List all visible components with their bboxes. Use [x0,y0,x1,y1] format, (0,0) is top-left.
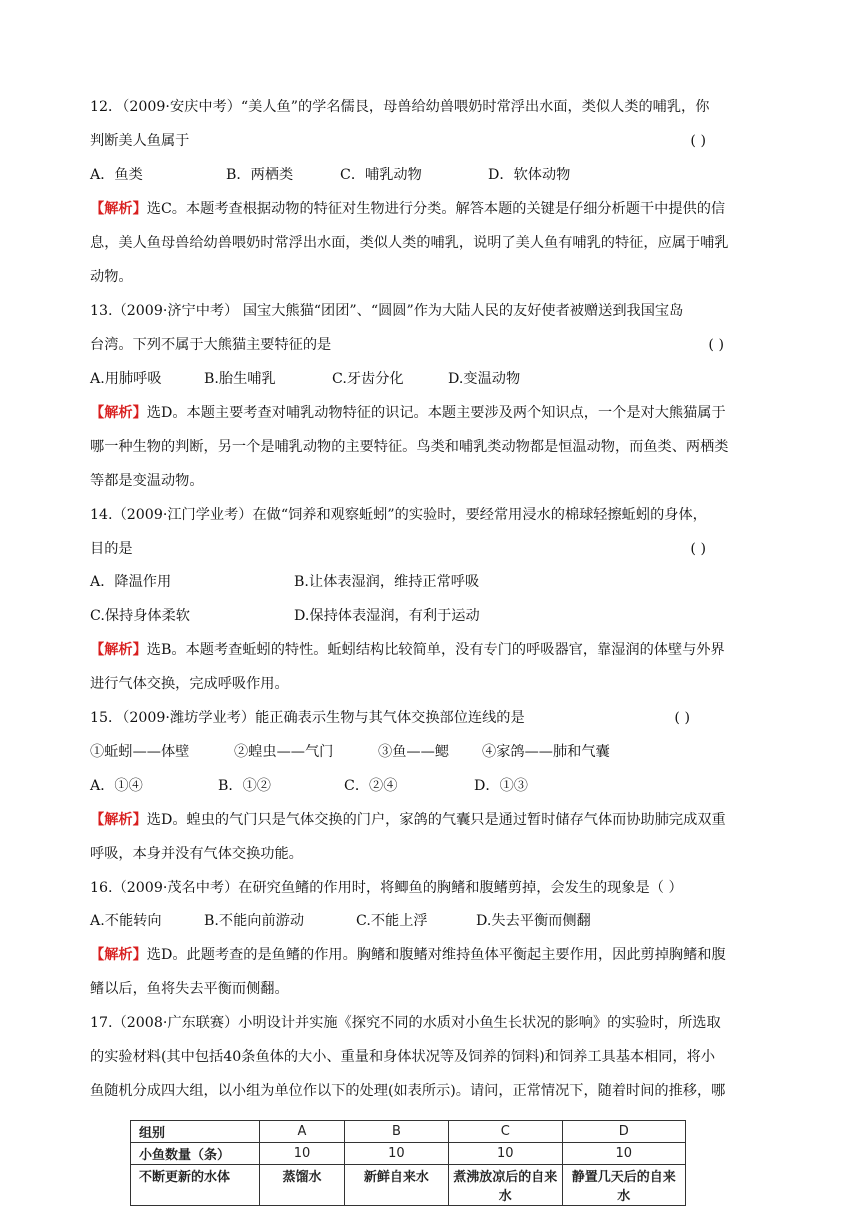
q16-option-a: A.不能转向 [90,913,162,929]
q15-item-1: ①蚯蚓——体壁 [90,744,190,760]
q16-analysis-tag: 【解析】 [90,947,147,963]
q14-analysis-line2: 进行气体交换，完成呼吸作用。 [90,676,289,692]
q15-analysis-text1: 选D。蝗虫的气门只是气体交换的门户，家鸽的气囊只是通过暂时储存气体而协助肺完成双重 [146,812,726,828]
table-row-group [131,1121,686,1143]
q13-analysis-line3: 等都是变温动物。 [90,473,204,489]
q12-analysis-tag: 【解析】 [90,201,147,217]
q15-item-3: ③鱼——鳃 [378,744,449,760]
q13-analysis-line1 [90,403,780,423]
q15-option-a: A．①④ [90,778,143,794]
q12-answer-paren: ( ) [690,133,706,149]
q15-analysis-line1 [90,810,780,830]
q13-option-d: D.变温动物 [448,371,521,387]
table-cell: 新鲜自来水 [344,1165,448,1206]
table-cell: 静置几天后的自来水 [562,1165,685,1206]
q12-option-a: A．鱼类 [90,167,143,183]
q15-stem-text: 15．（2009·潍坊学业考）能正确表示生物与其气体交换部位连线的是 [90,710,525,726]
q13-analysis-tag: 【解析】 [90,405,147,421]
table-cell: C [448,1121,562,1143]
table-cell: 煮沸放凉后的自来水 [448,1165,562,1206]
q12-option-d: D．软体动物 [488,167,571,183]
q17-stem-line2: 的实验材料(其中包括40条鱼体的大小、重量和身体状况等及饲养的饲料)和饲养工具基本相同，将小 [90,1049,716,1065]
q14-option-b: B.让体表湿润，维持正常呼吸 [294,574,480,590]
table-cell: 10 [562,1143,685,1165]
q17-stem-line3: 鱼随机分成四大组，以小组为单位作以下的处理(如表所示)。请问，正常情况下，随着时间的推移，哪 [90,1083,726,1099]
q16-analysis-line2: 鳍以后，鱼将失去平衡而侧翻。 [90,981,289,997]
table-cell: A [260,1121,345,1143]
q16-option-c: C.不能上浮 [356,913,428,929]
table-header-cell: 组别 [131,1121,260,1143]
q12-option-c: C．哺乳动物 [340,167,422,183]
table-cell: 蒸馏水 [260,1165,345,1206]
q14-stem-line2 [90,539,780,559]
q13-stem-line1: 13.（2009·济宁中考） 国宝大熊猫“团团”、“圆圆”作为大陆人民的友好使者被赠送到我国宝岛 [90,303,684,319]
q14-analysis-text1: 选B。本题考查蚯蚓的特性。蚯蚓结构比较简单，没有专门的呼吸器官，靠湿润的体壁与外界 [146,642,725,658]
q15-item-2: ②蝗虫——气门 [234,744,334,760]
q13-analysis-line2: 哪一种生物的判断，另一个是哺乳动物的主要特征。鸟类和哺乳类动物都是恒温动物，而鱼类、两栖类 [90,439,729,455]
q15-option-c: C．②④ [344,778,398,794]
q12-analysis-line1 [90,199,780,219]
q13-option-a: A.用肺呼吸 [90,371,162,387]
table-header-cell: 小鱼数量（条） [131,1143,260,1165]
q12-analysis-line3: 动物。 [90,269,133,285]
table-row-count [131,1143,686,1165]
q15-option-b: B．①② [218,778,271,794]
q13-stem-line2 [90,335,780,355]
q16-option-b: B.不能向前游动 [204,913,305,929]
q14-answer-paren: ( ) [690,541,706,557]
q14-stem-text: 目的是 [90,541,133,557]
q14-analysis-tag: 【解析】 [90,642,147,658]
q12-analysis-line2: 息，美人鱼母兽给幼兽喂奶时常浮出水面，类似人类的哺乳，说明了美人鱼有哺乳的特征，应属于哺乳 [90,235,729,251]
table-cell: B [344,1121,448,1143]
q16-analysis-text1: 选D。此题考查的是鱼鳍的作用。胸鳍和腹鳍对维持鱼体平衡起主要作用，因此剪掉胸鳍和腹 [146,947,726,963]
q15-answer-paren: ( ) [674,710,690,726]
q12-analysis-text1: 选C。本题考查根据动物的特征对生物进行分类。解答本题的关键是仔细分析题干中提供的信 [146,201,726,217]
q16-stem-line1: 16.（2009·茂名中考）在研究鱼鳍的作用时，将鲫鱼的胸鳍和腹鳍剪掉，会发生的现象是（ ） [90,880,683,896]
q14-analysis-line1 [90,640,780,660]
q13-option-b: B.胎生哺乳 [204,371,276,387]
table-cell: 10 [260,1143,345,1165]
q14-stem-line1: 14.（2009·江门学业考）在做“饲养和观察蚯蚓”的实验时，要经常用浸水的棉球轻擦蚯蚓的身体， [90,507,707,523]
q15-analysis-line2: 呼吸，本身并没有气体交换功能。 [90,846,303,862]
q17-data-table [130,1120,686,1206]
q13-analysis-text1: 选D。本题主要考查对哺乳动物特征的识记。本题主要涉及两个知识点，一个是对大熊猫属于 [146,405,726,421]
table-cell: D [562,1121,685,1143]
q17-stem-line1: 17.（2008·广东联赛）小明设计并实施《探究不同的水质对小鱼生长状况的影响》的实验时，所选取 [90,1015,721,1031]
q14-option-d: D.保持体表湿润，有利于运动 [294,608,480,624]
q16-analysis-line1 [90,945,780,965]
q13-answer-paren: ( ) [708,337,724,353]
table-row-water [131,1165,686,1206]
q15-option-d: D．①③ [474,778,528,794]
q14-option-c: C.保持身体柔软 [90,608,190,624]
q14-option-a: A．降温作用 [90,574,172,590]
table-cell: 10 [448,1143,562,1165]
q15-item-4: ④家鸽——肺和气囊 [482,744,610,760]
q13-option-c: C.牙齿分化 [332,371,404,387]
q12-option-b: B．两栖类 [226,167,294,183]
q15-analysis-tag: 【解析】 [90,812,147,828]
q12-stem-line1: 12．（2009·安庆中考）“美人鱼”的学名儒艮，母兽给幼兽喂奶时常浮出水面，类似人类的哺乳，你 [90,99,710,115]
q16-option-d: D.失去平衡而侧翻 [476,913,591,929]
q12-stem-line2 [90,131,780,151]
q13-stem-text: 台湾。下列不属于大熊猫主要特征的是 [90,337,332,353]
table-cell: 10 [344,1143,448,1165]
table-header-cell: 不断更新的水体 [131,1165,260,1206]
q12-stem-text: 判断美人鱼属于 [90,133,190,149]
q15-stem-line1 [90,708,780,728]
